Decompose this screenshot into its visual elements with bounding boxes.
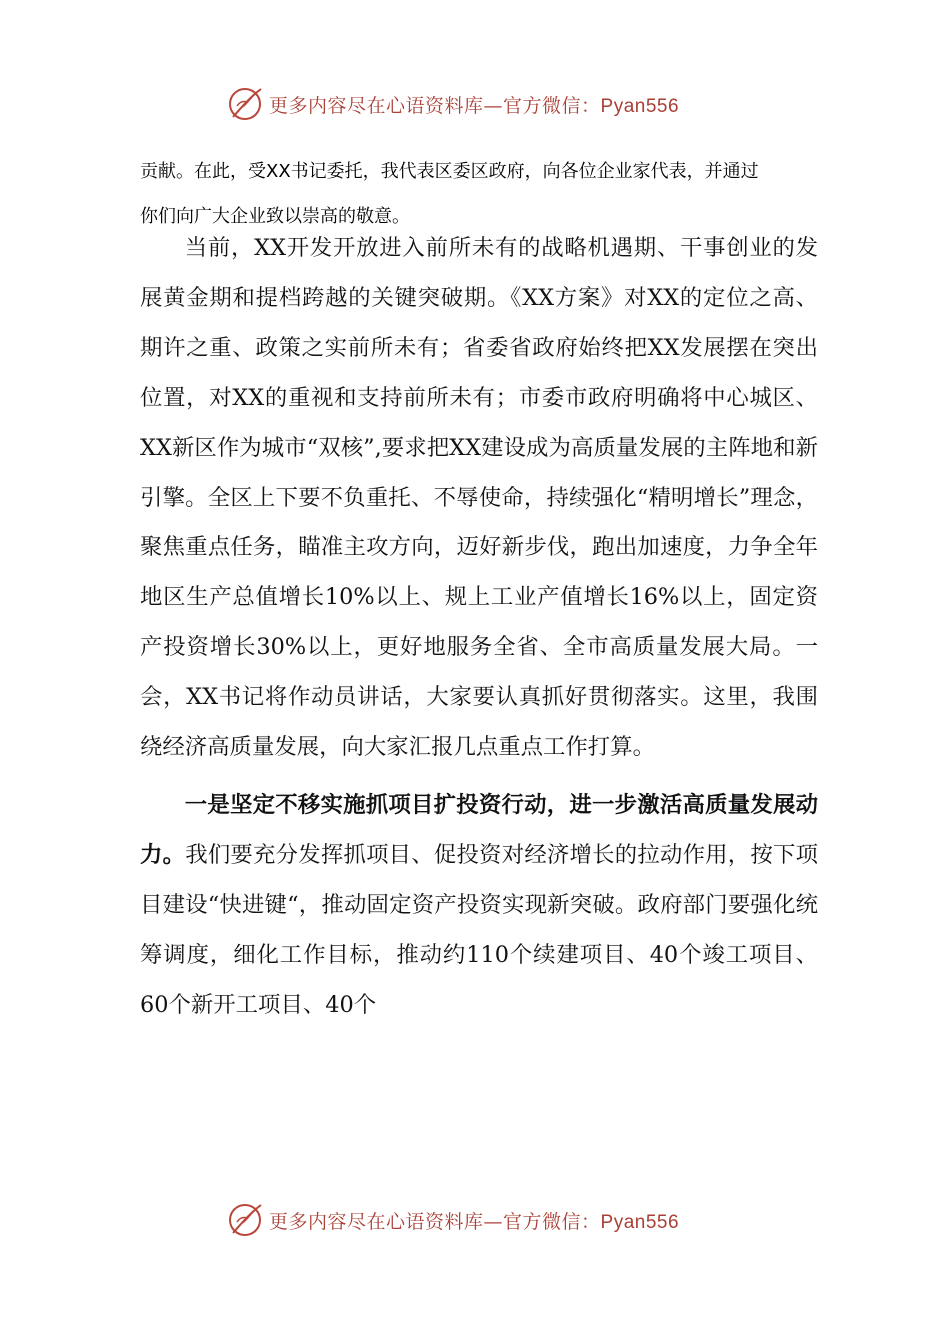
intro-line-2: 你们向广大企业致以崇高的敬意。	[140, 206, 410, 227]
wechat-id: Pyan556	[600, 1211, 680, 1233]
footer-banner	[225, 1198, 679, 1242]
quill-logo-icon	[225, 84, 265, 124]
paragraph-2	[140, 781, 818, 1031]
banner-text: 更多内容尽在心语资料库—官方微信：Pyan556	[269, 1210, 680, 1233]
paragraph-2-heading: 一是坚定不移实施抓项目扩投资行动，进一步激活高质量发展动力。	[140, 791, 818, 868]
banner-text: 更多内容尽在心语资料库—官方微信：Pyan556	[269, 94, 680, 117]
paragraph-1: 当前，XX开发开放进入前所未有的战略机遇期、干事创业的发展黄金期和提档跨越的关键突破期。《XX方案》对XX的定位之高、期许之重、政策之实前所未有；省委省政府始终把XX发展摆在突出位置，对XX的重视和支持前所未有；市委市政府明确将中心城区、XX新区作为城市“双核”,要求把XX建设成为高质量发展的主阵地和新引擎。全区上下要不负重托、不辱使命，持续强化“精明增长”理念，聚焦重点任务，瞄准主攻方向，迈好新步伐，跑出加速度，力争全年地区生产总值增长10%以上、规上工业产值增长16%以上，固定资产投资增长30%以上，更好地服务全省、全市高质量发展大局。一会，XX书记将作动员讲话，大家要认真抓好贯彻落实。这里，我围绕经济高质量发展，向大家汇报几点重点工作打算。	[140, 235, 818, 761]
header-banner	[225, 82, 679, 126]
intro-line-1: 贡献。在此，受XX书记委托，我代表区委区政府，向各位企业家代表，并通过	[140, 161, 759, 182]
document-body	[140, 224, 818, 1031]
paragraph-2-text: 我们要充分发挥抓项目、促投资对经济增长的拉动作用，按下项目建设“快进键“，推动固定资产投资实现新突破。政府部门要强化统筹调度，细化工作目标，推动约110个续建项目、40个竣工项目、60个新开工项目、40个	[140, 841, 819, 1018]
quill-logo-icon	[225, 1200, 265, 1240]
wechat-id: Pyan556	[600, 95, 680, 117]
